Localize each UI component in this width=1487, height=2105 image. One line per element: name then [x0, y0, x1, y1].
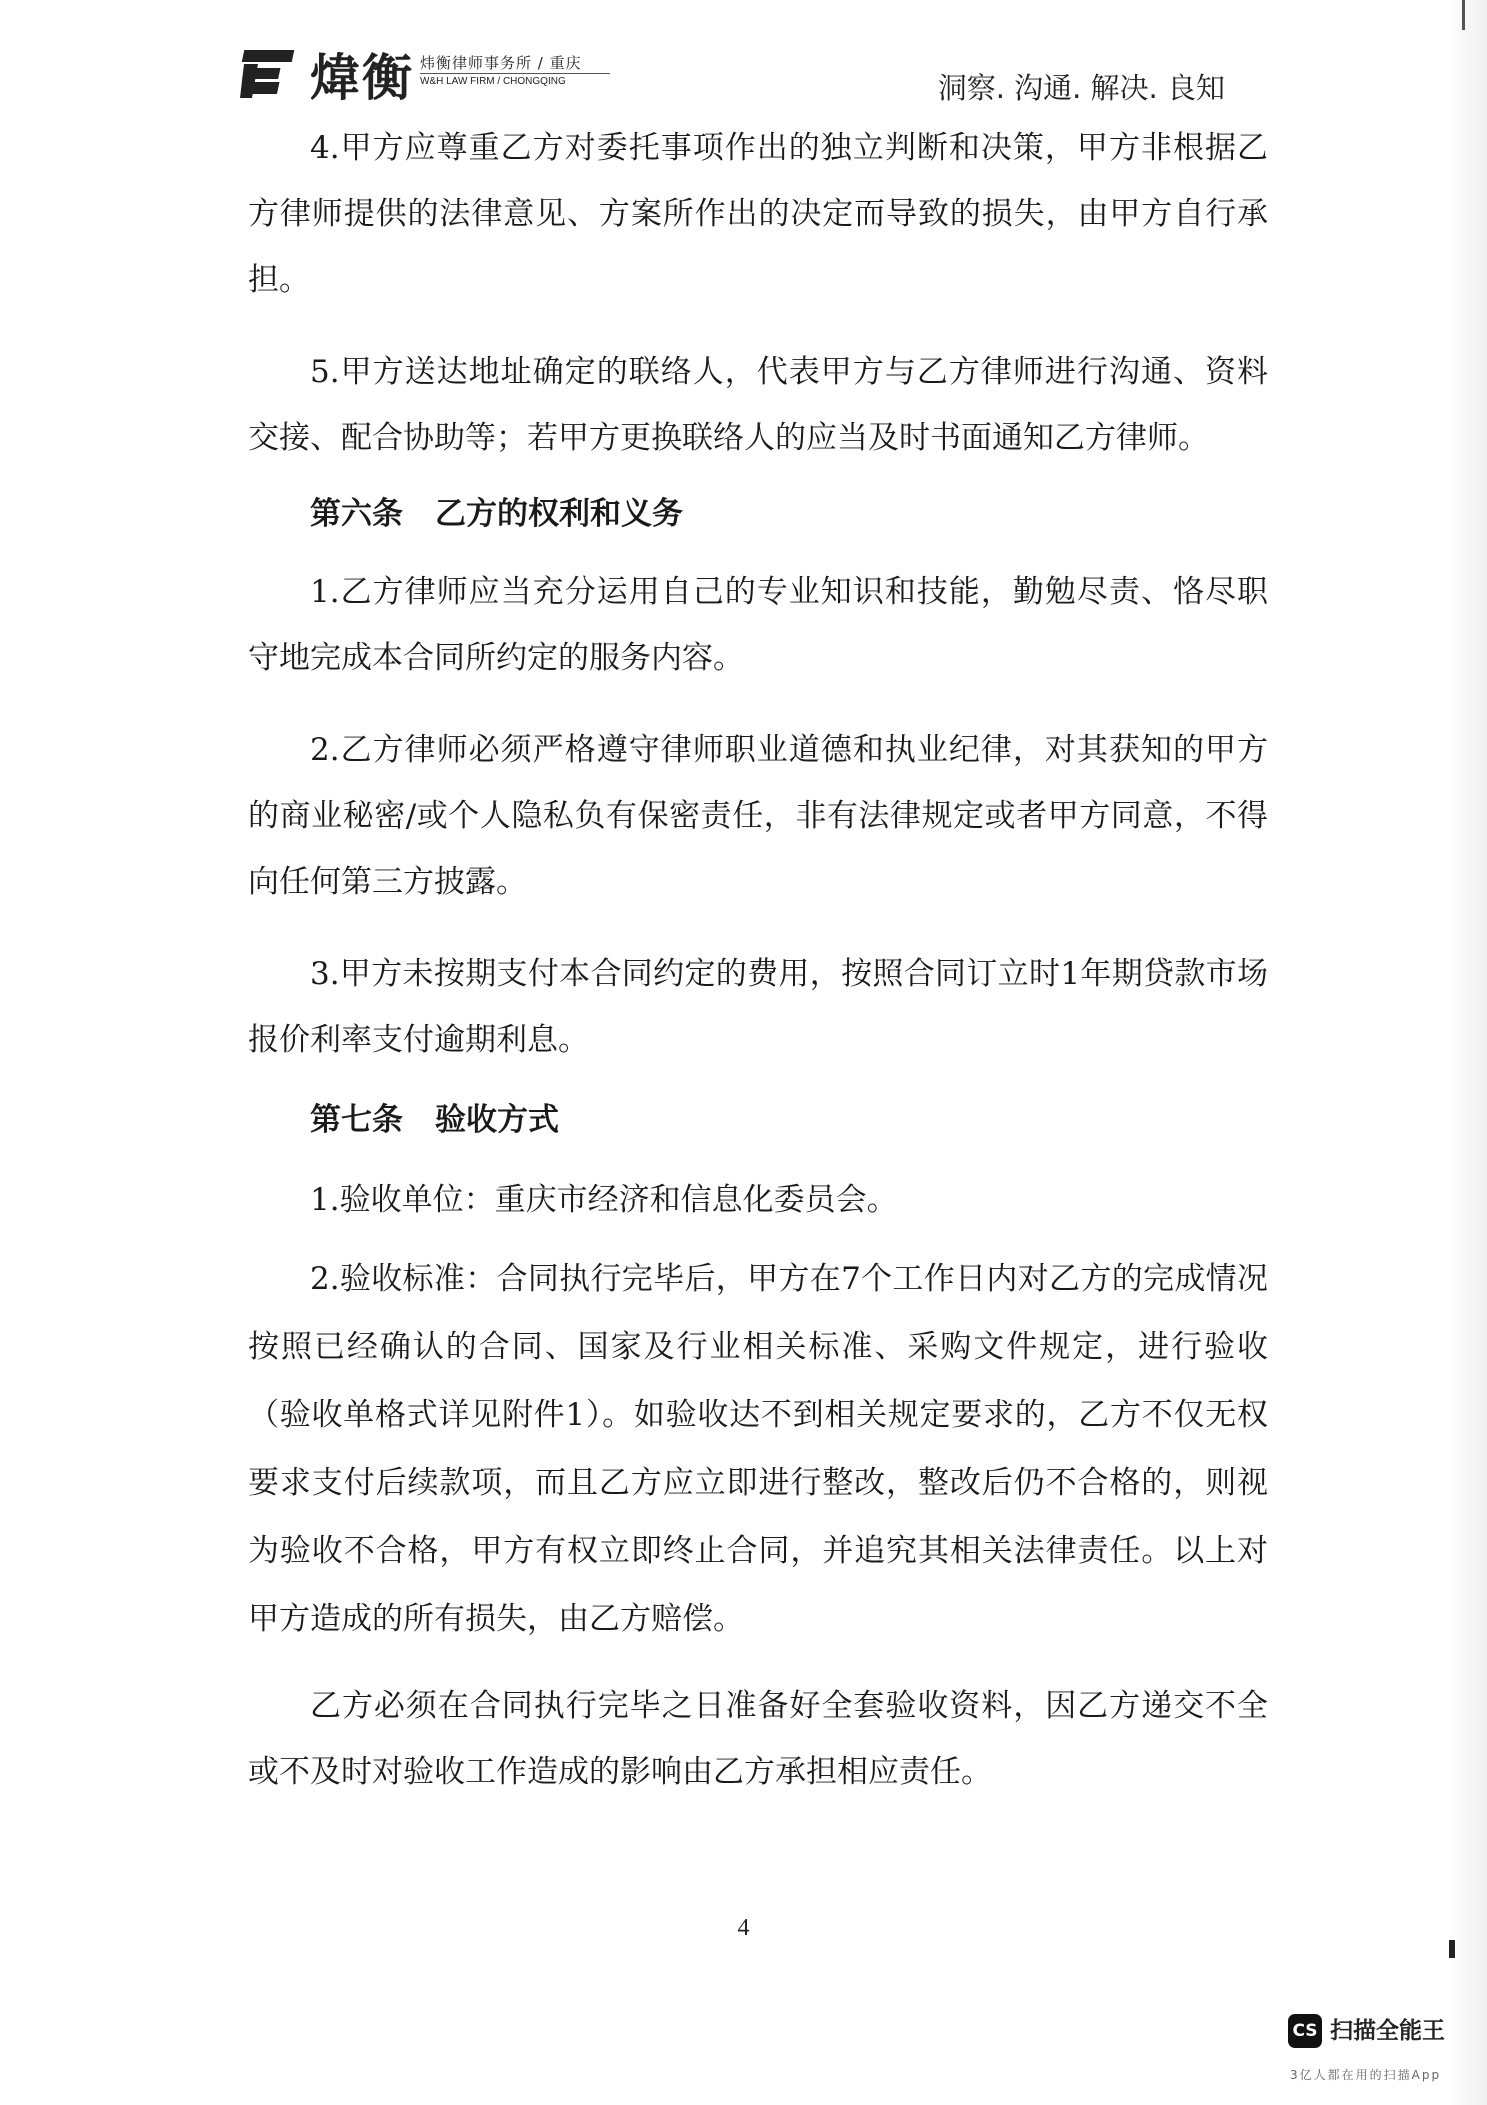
scan-edge-shadow	[1447, 0, 1487, 2105]
scanner-app-logo-icon: CS	[1288, 2014, 1322, 2048]
article-number: 第七条	[310, 1102, 403, 1138]
clause-paragraph: 5.甲方送达地址确定的联络人，代表甲方与乙方律师进行沟通、资料交接、配合协助等；若甲方更换联络人的应当及时书面通知乙方律师。	[248, 354, 1268, 456]
article-title: 验收方式	[435, 1102, 559, 1138]
clause-paragraph: 乙方必须在合同执行完毕之日准备好全套验收资料，因乙方递交不全或不及时对验收工作造成的影响由乙方承担相应责任。	[248, 1688, 1268, 1790]
firm-motto: 洞察. 沟通. 解决. 良知	[937, 71, 1225, 105]
scan-corner-mark	[1462, 0, 1465, 30]
clause-paragraph: 3.甲方未按期支付本合同约定的费用，按照合同订立时1年期贷款市场报价利率支付逾期利息。	[248, 956, 1268, 1058]
page-header	[240, 40, 1260, 110]
clause-paragraph: 2.验收标准：合同执行完毕后，甲方在7个工作日内对乙方的完成情况按照已经确认的合同、国家及行业相关标准、采购文件规定，进行验收（验收单格式详见附件1）。如验收达不到相关规定要求的，乙方不仅无权要求支付后续款项，而且乙方应立即进行整改，整改后仍不合格的，则视为验收不合格，甲方有权立即终止合同，并追究其相关法律责任。以上对甲方造成的所有损失，由乙方赔偿。	[248, 1261, 1268, 1637]
firm-logo-icon	[240, 42, 302, 104]
firm-name-cn: 炜衡律师事务所 / 重庆	[420, 54, 582, 72]
scanner-app-name: 扫描全能王	[1330, 2018, 1445, 2044]
article-heading	[248, 1087, 1268, 1153]
clause-paragraph: 1.乙方律师应当充分运用自己的专业知识和技能，勤勉尽责、恪尽职守地完成本合同所约定的服务内容。	[248, 574, 1268, 676]
clause-paragraph: 2.乙方律师必须严格遵守律师职业道德和执业纪律，对其获知的甲方的商业秘密/或个人隐私负有保密责任，非有法律规定或者甲方同意，不得向任何第三方披露。	[248, 732, 1268, 900]
firm-logo-text: 煒衡	[310, 48, 414, 107]
firm-name-en: W&H LAW FIRM / CHONGQING	[420, 76, 566, 87]
clause-paragraph: 4.甲方应尊重乙方对委托事项作出的独立判断和决策，甲方非根据乙方律师提供的法律意见、方案所作出的决定而导致的损失，由甲方自行承担。	[248, 130, 1268, 298]
clause-paragraph: 1.验收单位：重庆市经济和信息化委员会。	[310, 1182, 898, 1218]
article-heading	[248, 481, 1268, 547]
contract-body	[248, 115, 1268, 1805]
article-number: 第六条	[310, 496, 403, 532]
scanner-app-tagline: 3亿人都在用的扫描App	[1290, 2068, 1442, 2082]
scan-side-mark	[1449, 1940, 1455, 1958]
firm-name-divider	[420, 73, 610, 74]
page-number: 4	[737, 1915, 750, 1941]
article-title: 乙方的权利和义务	[435, 496, 683, 532]
